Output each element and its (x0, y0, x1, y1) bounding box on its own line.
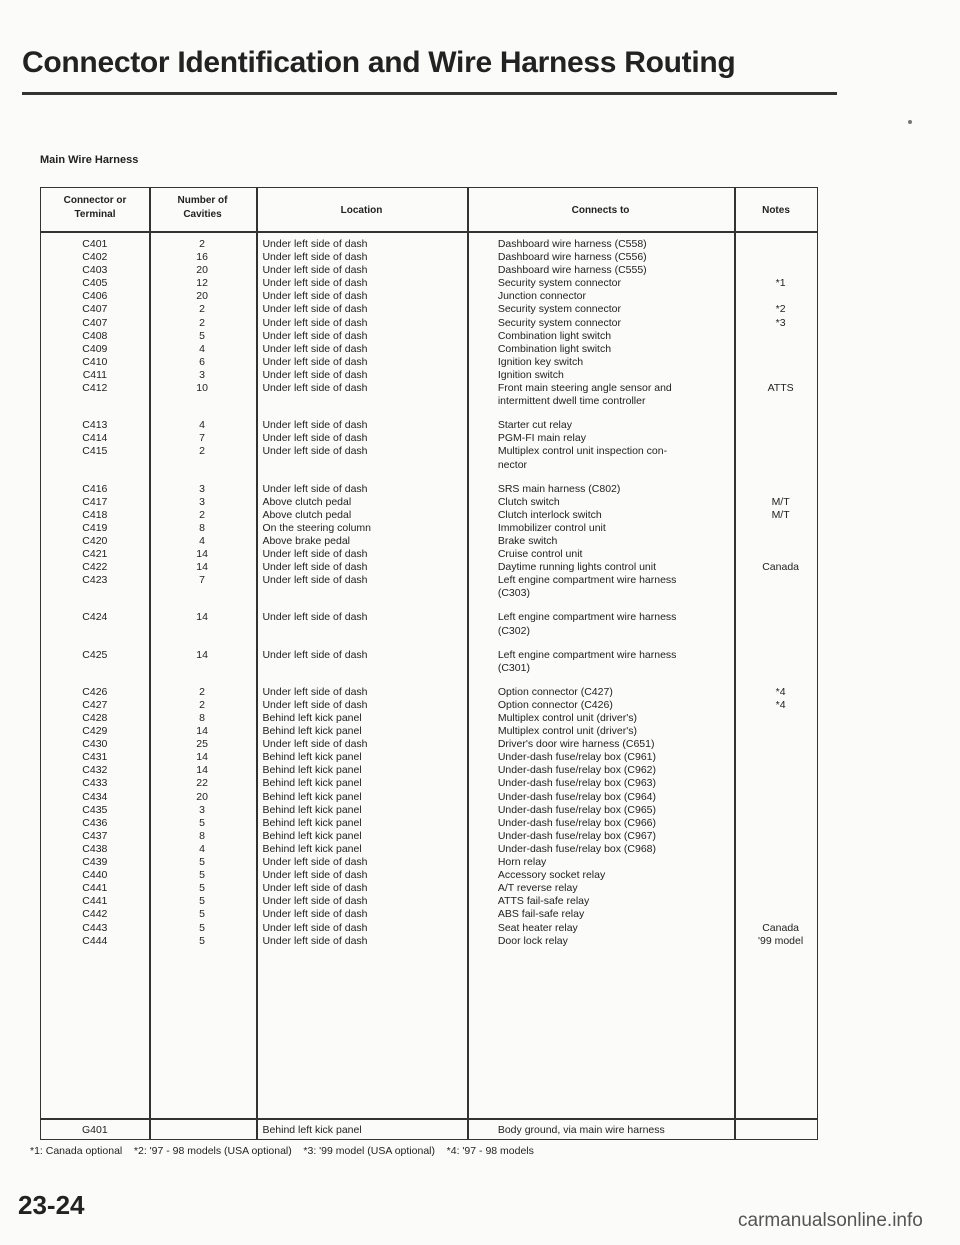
table-row (41, 699, 817, 712)
cell-cavities: 8 (199, 829, 205, 842)
cell-connects-to: Ignition switch (497, 368, 564, 381)
cell-cavities: 14 (196, 751, 208, 764)
cell-cavities: 2 (199, 698, 205, 711)
cell-cavities: 5 (199, 921, 205, 934)
cell-location: Under left side of dash (262, 921, 368, 934)
table-row (41, 804, 817, 817)
cell-connects-to: PGM-FI main relay (497, 432, 586, 445)
cell-connector: C424 (82, 611, 108, 624)
table-row (41, 290, 817, 303)
cell-cavities: 5 (199, 908, 205, 921)
cell-notes (744, 738, 817, 751)
cell-connector: C412 (82, 382, 108, 395)
corner-mark (908, 120, 912, 124)
cell-connector: C427 (82, 698, 108, 711)
cell-connector: C408 (82, 329, 108, 342)
cell-cavities: 20 (196, 290, 208, 303)
cell-notes (744, 419, 817, 432)
cell-location: Above clutch pedal (262, 495, 352, 508)
cell-location: Under left side of dash (262, 574, 368, 587)
cell-connector: C436 (82, 816, 108, 829)
cell-location: Above clutch pedal (262, 508, 352, 521)
cell-connector: C435 (82, 803, 108, 816)
cell-connector: C422 (82, 561, 108, 574)
cell-connector: C418 (82, 508, 108, 521)
cell-connects-to: Under-dash fuse/relay box (C961) (497, 751, 657, 764)
cell-connects-to: Security system connector (497, 303, 621, 316)
table-row (41, 908, 817, 921)
cell-location: Under left side of dash (262, 290, 368, 303)
cell-cavities: 12 (196, 277, 208, 290)
table-row (41, 777, 817, 790)
cell-notes (744, 895, 817, 908)
cell-location: Under left side of dash (262, 648, 368, 661)
cell-cavities: 14 (196, 561, 208, 574)
table-row (41, 509, 817, 522)
cell-cavities: 4 (199, 842, 205, 855)
cell-connector: C439 (82, 856, 108, 869)
cell-cavities: 14 (196, 648, 208, 661)
cell-location: Under left side of dash (262, 482, 368, 495)
table-row (41, 843, 817, 856)
cell-location: Under left side of dash (262, 561, 368, 574)
cell-cavities: 2 (199, 508, 205, 521)
table-body (41, 238, 817, 948)
cell-connector: C414 (82, 432, 108, 445)
table-row (41, 561, 817, 574)
cell-location: Behind left kick panel (262, 803, 362, 816)
cell-connects-to: Starter cut relay (497, 419, 572, 432)
cell-connector: C413 (82, 419, 108, 432)
cell-cavities: 3 (199, 495, 205, 508)
cell-notes (744, 522, 817, 535)
watermark: carmanualsonline.info (738, 1210, 923, 1231)
cell-location: Behind left kick panel (262, 842, 362, 855)
cell-notes (744, 369, 817, 382)
cell-notes (744, 483, 817, 496)
cell-connects-to: Left engine compartment wire harness (C303) (497, 574, 677, 600)
cell-notes (744, 843, 817, 856)
cell-location: Under left side of dash (262, 445, 368, 458)
table-row (41, 725, 817, 738)
header-notes: Notes (762, 205, 790, 216)
cell-connects-to: Combination light switch (497, 342, 612, 355)
cell-location: Under left side of dash (262, 895, 368, 908)
cell-notes (744, 751, 817, 764)
cell-location: Under left side of dash (262, 355, 368, 368)
table-row (41, 548, 817, 561)
cell-connector: C430 (82, 738, 108, 751)
cell-cavities: 5 (199, 934, 205, 947)
cell-cavities: 3 (199, 803, 205, 816)
cell-notes (744, 330, 817, 343)
cell-location: Behind left kick panel (262, 751, 362, 764)
cell-connects-to: Under-dash fuse/relay box (C967) (497, 829, 657, 842)
cell-connector: C419 (82, 521, 108, 534)
cell-notes (744, 611, 817, 637)
harness-table (40, 187, 818, 1140)
table-row (41, 869, 817, 882)
title-rule (22, 92, 837, 95)
table-row (41, 535, 817, 548)
table-row (41, 369, 817, 382)
cell-connects-to: Option connector (C427) (497, 685, 613, 698)
table-row (41, 264, 817, 277)
cell-notes (744, 432, 817, 445)
cell-location: Under left side of dash (262, 264, 368, 277)
cell-connector: C401 (82, 238, 108, 250)
cell-connector: G401 (82, 1124, 108, 1136)
cell-location: Under left side of dash (262, 548, 368, 561)
cell-connector: C407 (82, 316, 108, 329)
cell-connects-to: Horn relay (497, 856, 547, 869)
table-row (41, 382, 817, 408)
cell-cavities: 2 (199, 685, 205, 698)
cell-connects-to: Under-dash fuse/relay box (C965) (497, 803, 657, 816)
cell-connects-to: Security system connector (497, 277, 621, 290)
cell-cavities: 2 (199, 238, 205, 250)
cell-notes: *4 (775, 685, 786, 698)
cell-connects-to: Clutch switch (497, 495, 560, 508)
cell-notes: *3 (775, 316, 786, 329)
cell-notes (744, 290, 817, 303)
cell-connects-to: Junction connector (497, 290, 586, 303)
cell-connects-to: Combination light switch (497, 329, 612, 342)
cell-cavities: 7 (199, 432, 205, 445)
header-connects-to: Connects to (571, 205, 630, 216)
table-row (41, 238, 817, 251)
cell-connects-to: Under-dash fuse/relay box (C964) (497, 790, 657, 803)
cell-connector: C420 (82, 534, 108, 547)
cell-connector: C431 (82, 751, 108, 764)
table-row (41, 712, 817, 725)
cell-connects-to: Option connector (C426) (497, 698, 613, 711)
cell-notes (744, 712, 817, 725)
cell-location: Under left side of dash (262, 869, 368, 882)
cell-notes (744, 764, 817, 777)
cell-notes: ATTS (767, 382, 794, 395)
cell-notes: '99 model (758, 934, 804, 947)
cell-notes (744, 343, 817, 356)
table-row (41, 343, 817, 356)
table-row (41, 935, 817, 948)
cell-cavities: 5 (199, 895, 205, 908)
cell-cavities: 2 (199, 316, 205, 329)
cell-connector: C403 (82, 264, 108, 277)
cell-connects-to: Brake switch (497, 534, 558, 547)
cell-cavities: 20 (196, 264, 208, 277)
cell-location: Under left side of dash (262, 316, 368, 329)
cell-notes (744, 725, 817, 738)
cell-cavities: 5 (199, 869, 205, 882)
cell-connector: C429 (82, 725, 108, 738)
cell-location: Under left side of dash (262, 342, 368, 355)
cell-connects-to: Under-dash fuse/relay box (C968) (497, 842, 657, 855)
cell-connects-to: Dashboard wire harness (C558) (497, 238, 647, 250)
cell-connector: C417 (82, 495, 108, 508)
cell-connector: C441 (82, 882, 108, 895)
cell-location: Under left side of dash (262, 856, 368, 869)
cell-notes (744, 791, 817, 804)
cell-connects-to: Under-dash fuse/relay box (C966) (497, 816, 657, 829)
cell-location: Under left side of dash (262, 611, 368, 624)
cell-cavities: 6 (199, 355, 205, 368)
cell-cavities: 8 (199, 521, 205, 534)
cell-location: Under left side of dash (262, 368, 368, 381)
table-row (41, 882, 817, 895)
table-row (41, 764, 817, 777)
cell-connects-to: Driver's door wire harness (C651) (497, 738, 655, 751)
cell-connector: C410 (82, 355, 108, 368)
cell-notes (744, 817, 817, 830)
cell-connector: C425 (82, 648, 108, 661)
cell-connects-to: ATTS fail-safe relay (497, 895, 590, 908)
cell-notes: M/T (771, 495, 790, 508)
cell-notes (744, 356, 817, 369)
cell-connector: C444 (82, 934, 108, 947)
cell-location: Under left side of dash (262, 329, 368, 342)
cell-notes (744, 777, 817, 790)
table-row (41, 317, 817, 330)
cell-cavities: 3 (199, 482, 205, 495)
table-row (41, 574, 817, 600)
cell-location: Behind left kick panel (262, 712, 362, 724)
cell-connects-to: Seat heater relay (497, 921, 578, 934)
cell-location: Behind left kick panel (262, 725, 362, 738)
cell-connector: C409 (82, 342, 108, 355)
cell-cavities: 5 (199, 329, 205, 342)
footnote: *1: Canada optional *2: '97 - 98 models (USA optional) *3: '99 model (USA optional) *4: '97 - 98 models (30, 1145, 534, 1157)
cell-notes (744, 882, 817, 895)
cell-connects-to: ABS fail-safe relay (497, 908, 585, 921)
cell-location: On the steering column (262, 521, 371, 534)
table-row (41, 856, 817, 869)
cell-location: Under left side of dash (262, 738, 368, 751)
cell-connects-to: Left engine compartment wire harness (C302) (497, 611, 677, 637)
table-row (41, 277, 817, 290)
cell-location: Under left side of dash (262, 934, 368, 947)
cell-cavities: 7 (199, 574, 205, 587)
cell-location: Behind left kick panel (262, 1124, 362, 1136)
cell-notes (744, 251, 817, 264)
cell-connector: C405 (82, 277, 108, 290)
cell-connector: C432 (82, 764, 108, 777)
cell-connects-to: Left engine compartment wire harness (C301) (497, 648, 677, 674)
cell-notes (744, 445, 817, 471)
ground-divider (41, 1118, 817, 1120)
cell-location: Behind left kick panel (262, 764, 362, 777)
cell-notes (744, 869, 817, 882)
page-number: 23-24 (18, 1190, 85, 1220)
cell-location: Under left side of dash (262, 419, 368, 432)
cell-location: Behind left kick panel (262, 777, 362, 790)
cell-cavities: 4 (199, 342, 205, 355)
cell-cavities: 4 (199, 419, 205, 432)
header-divider (41, 231, 817, 233)
cell-notes: *1 (775, 277, 786, 290)
cell-notes (744, 264, 817, 277)
table-row (41, 251, 817, 264)
table-row-ground (41, 1124, 817, 1137)
cell-location: Under left side of dash (262, 698, 368, 711)
table-row (41, 496, 817, 509)
page-title: Connector Identification and Wire Harness Routing (22, 46, 736, 79)
cell-notes: M/T (771, 508, 790, 521)
header-location: Location (340, 205, 383, 216)
cell-notes: *2 (775, 303, 786, 316)
cell-notes (744, 649, 817, 675)
cell-connects-to: Multiplex control unit (driver's) (497, 725, 637, 738)
cell-location: Behind left kick panel (262, 790, 362, 803)
cell-connects-to: Door lock relay (497, 934, 568, 947)
cell-notes (744, 238, 817, 251)
cell-connects-to: Immobilizer control unit (497, 521, 606, 534)
cell-connects-to: Daytime running lights control unit (497, 561, 657, 574)
cell-location: Under left side of dash (262, 303, 368, 316)
cell-notes (744, 535, 817, 548)
cell-connector: C442 (82, 908, 108, 921)
cell-notes (744, 548, 817, 561)
cell-connector: C407 (82, 303, 108, 316)
cell-connector: C440 (82, 869, 108, 882)
cell-connects-to: Dashboard wire harness (C555) (497, 264, 647, 277)
section-title: Main Wire Harness (40, 154, 139, 166)
cell-notes (744, 830, 817, 843)
cell-notes: Canada (762, 921, 799, 934)
table-row (41, 445, 817, 471)
cell-connects-to: A/T reverse relay (497, 882, 578, 895)
cell-cavities: 5 (199, 856, 205, 869)
table-row (41, 830, 817, 843)
cell-connects-to: Cruise control unit (497, 548, 583, 561)
cell-cavities: 5 (199, 816, 205, 829)
table-row (41, 738, 817, 751)
cell-location: Under left side of dash (262, 432, 368, 445)
cell-notes: *4 (775, 698, 786, 711)
cell-location: Under left side of dash (262, 882, 368, 895)
cell-cavities: 2 (199, 445, 205, 458)
cell-location: Under left side of dash (262, 277, 368, 290)
cell-cavities: 22 (196, 777, 208, 790)
cell-connector: C402 (82, 251, 108, 264)
cell-connects-to: Front main steering angle sensor and intermittent dwell time controller (497, 382, 672, 408)
cell-cavities: 3 (199, 368, 205, 381)
cell-connects-to: Accessory socket relay (497, 869, 606, 882)
cell-connector: C441 (82, 895, 108, 908)
table-row (41, 432, 817, 445)
cell-connector: C426 (82, 685, 108, 698)
cell-cavities: 4 (199, 534, 205, 547)
cell-connector: C416 (82, 482, 108, 495)
cell-connector: C423 (82, 574, 108, 587)
cell-notes (744, 804, 817, 817)
cell-notes (744, 856, 817, 869)
cell-cavities: 20 (196, 790, 208, 803)
cell-connector: C434 (82, 790, 108, 803)
cell-cavities (149, 1124, 256, 1137)
cell-location: Under left side of dash (262, 238, 368, 250)
table-row (41, 419, 817, 432)
cell-connector: C428 (82, 712, 108, 724)
table-row (41, 686, 817, 699)
table-row (41, 649, 817, 675)
table-row (41, 895, 817, 908)
table-row (41, 483, 817, 496)
cell-cavities: 14 (196, 548, 208, 561)
cell-notes (744, 574, 817, 600)
table-row (41, 817, 817, 830)
cell-connects-to: Under-dash fuse/relay box (C962) (497, 764, 657, 777)
cell-location: Under left side of dash (262, 251, 368, 264)
cell-cavities: 2 (199, 303, 205, 316)
cell-cavities: 5 (199, 882, 205, 895)
cell-connector: C438 (82, 842, 108, 855)
cell-cavities: 25 (196, 738, 208, 751)
cell-connector: C433 (82, 777, 108, 790)
cell-connector: C406 (82, 290, 108, 303)
cell-location: Behind left kick panel (262, 829, 362, 842)
cell-connects-to: Clutch interlock switch (497, 508, 602, 521)
cell-cavities: 14 (196, 725, 208, 738)
cell-connector: C415 (82, 445, 108, 458)
cell-cavities: 14 (196, 611, 208, 624)
header-cavities: Number of Cavities (177, 195, 228, 220)
table-row (41, 611, 817, 637)
table-row (41, 330, 817, 343)
cell-connects-to: Dashboard wire harness (C556) (497, 251, 647, 264)
table-row (41, 303, 817, 316)
cell-location: Behind left kick panel (262, 816, 362, 829)
table-row (41, 922, 817, 935)
cell-connector: C443 (82, 921, 108, 934)
table-row (41, 356, 817, 369)
cell-notes (744, 908, 817, 921)
cell-notes: Canada (762, 561, 799, 574)
cell-connects-to: Multiplex control unit inspection con- nector (497, 445, 668, 471)
cell-location: Under left side of dash (262, 685, 368, 698)
cell-cavities: 10 (196, 382, 208, 395)
table-row (41, 522, 817, 535)
cell-connector: C437 (82, 829, 108, 842)
header-connector: Connector or Terminal (63, 195, 127, 220)
cell-connects-to: Body ground, via main wire harness (497, 1124, 665, 1136)
cell-connects-to: SRS main harness (C802) (497, 482, 621, 495)
cell-location: Under left side of dash (262, 382, 368, 395)
cell-cavities: 16 (196, 251, 208, 264)
cell-cavities: 8 (199, 712, 205, 724)
cell-cavities: 14 (196, 764, 208, 777)
cell-location: Under left side of dash (262, 908, 368, 921)
table-row (41, 791, 817, 804)
cell-connects-to: Security system connector (497, 316, 621, 329)
cell-connector: C411 (82, 368, 108, 381)
cell-connects-to: Multiplex control unit (driver's) (497, 712, 637, 724)
cell-connects-to: Under-dash fuse/relay box (C963) (497, 777, 657, 790)
cell-connects-to: Ignition key switch (497, 355, 584, 368)
cell-notes (744, 1124, 817, 1137)
cell-connector: C421 (82, 548, 108, 561)
cell-location: Above brake pedal (262, 534, 351, 547)
table-row (41, 751, 817, 764)
